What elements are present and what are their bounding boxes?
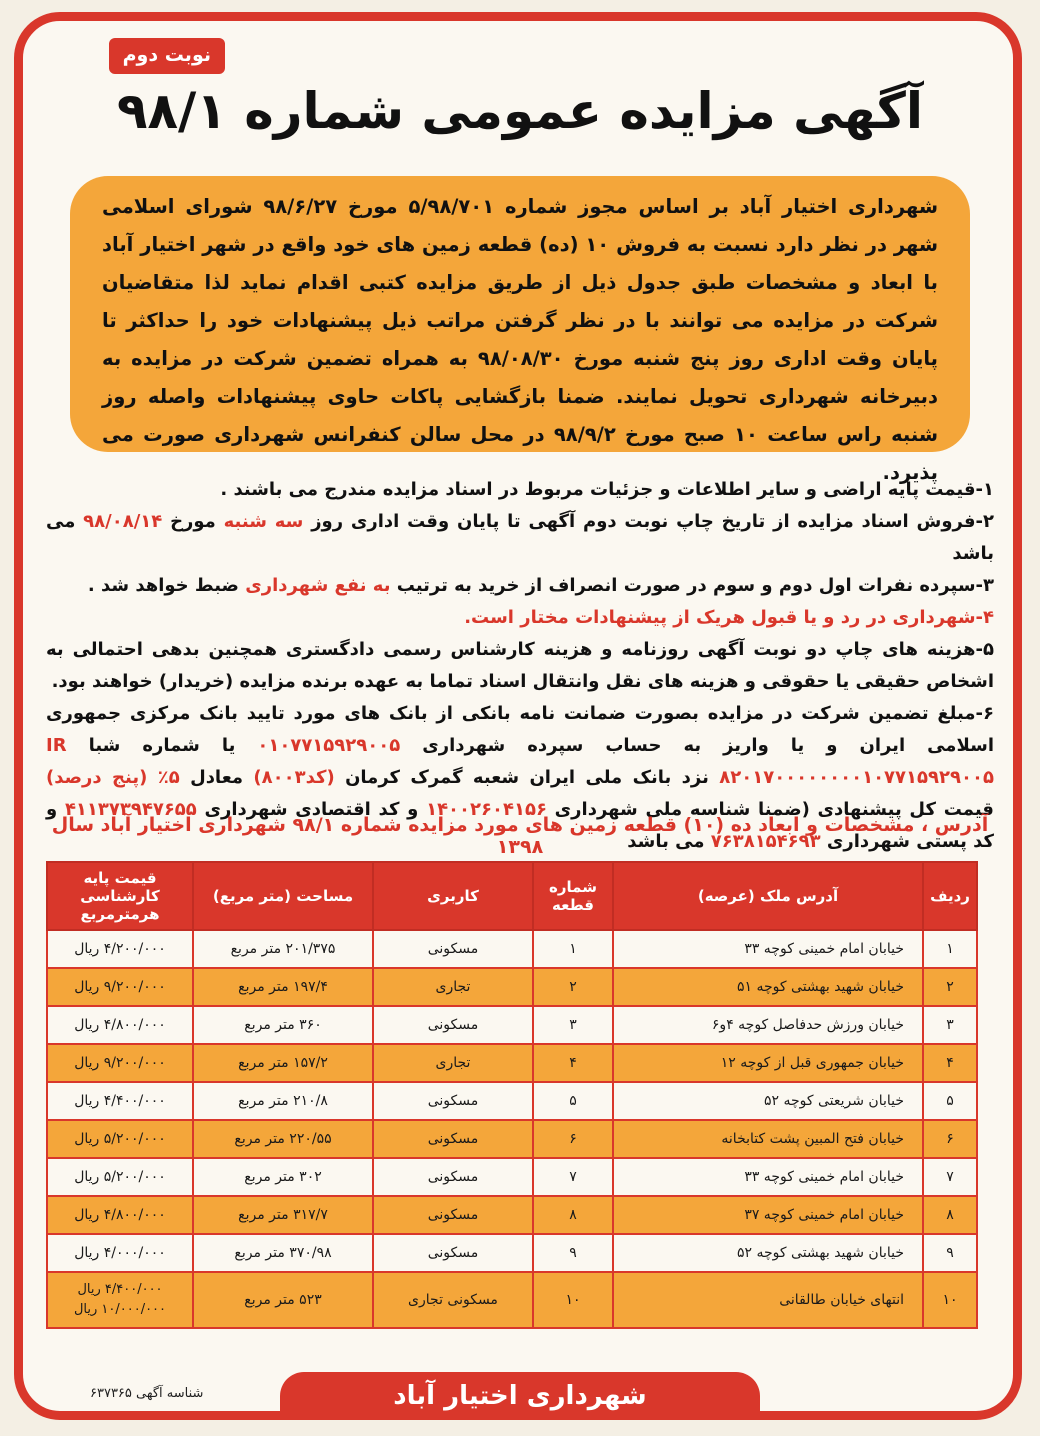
table-row: ۱ خیابان امام خمینی کوچه ۳۳ ۱ مسکونی ۲۰۱/۳۷۵ متر مربع ۴/۲۰۰/۰۰۰ ریال xyxy=(47,930,977,968)
table-row: ۳ خیابان ورزش حدفاصل کوچه ۴و۶ ۳ مسکونی ۳۶۰ متر مربع ۴/۸۰۰/۰۰۰ ریال xyxy=(47,1006,977,1044)
term-2: ۲-فروش اسناد مزایده از تاریخ چاپ نوبت دوم آگهی تا پایان وقت اداری روز سه شنبه مورخ ۹۸/۰۸/۱۴ می باشد xyxy=(46,511,995,564)
intro-paragraph: شهرداری اختیار آباد بر اساس مجوز شماره ۵/۹۸/۷۰۱ مورخ ۹۸/۶/۲۷ شورای اسلامی شهر در نظر دارد نسبت به فروش ۱۰ (ده) قطعه زمین های خود واقع در شهر اختیار آباد با ابعاد و مشخصات طبق جدول ذیل از طریق مزایده کتبی اقدام نماید لذا متقاضیان شرکت در مزایده می توانند با در نظر گرفتن مراتب ذیل پیشنهادات خود را حداکثر تا پایان وقت اداری روز پنج شنبه مورخ ۹۸/۰۸/۳۰ به همراه تضمین شرکت در مزایده به دبیرخانه شهرداری تحویل نمایند. ضمنا بازگشایی پاکات حاوی پیشنهادات واصله روز شنبه راس ساعت ۱۰ صبح مورخ ۹۸/۹/۲ در محل سالن کنفرانس شهرداری صورت می پذیرد. xyxy=(70,176,970,452)
table-row: ۴ خیابان جمهوری قبل از کوچه ۱۲ ۴ تجاری ۱۵۷/۲ متر مربع ۹/۲۰۰/۰۰۰ ریال xyxy=(47,1044,977,1082)
price-cell-double: ۴/۴۰۰/۰۰۰ ریال ۱۰/۰۰۰/۰۰۰ ریال xyxy=(47,1272,193,1328)
term-1: ۱-قیمت پایه اراضی و سایر اطلاعات و جزئیات مربوط در اسناد مزایده مندرج می باشند . xyxy=(220,479,994,500)
col-usage: کاربری xyxy=(373,862,533,930)
col-row: ردیف xyxy=(923,862,977,930)
term-3: ۳-سپرده نفرات اول دوم و سوم در صورت انصراف از خرید به ترتیب به نفع شهرداری ضبط خواهد شد . xyxy=(87,575,994,596)
col-base-price: قیمت پایه کارشناسی هرمترمربع xyxy=(47,862,193,930)
table-title: آدرس ، مشخصات و ابعاد ده (۱۰) قطعه زمین های مورد مزایده شماره ۹۸/۱ شهرداری اختیار آباد سال ۱۳۹۸ xyxy=(51,814,989,858)
table-row: ۸ خیابان امام خمینی کوچه ۳۷ ۸ مسکونی ۳۱۷/۷ متر مربع ۴/۸۰۰/۰۰۰ ریال xyxy=(47,1196,977,1234)
col-area: مساحت (متر مربع) xyxy=(193,862,373,930)
parcels-table xyxy=(46,861,978,1329)
table-row: ۹ خیابان شهید بهشتی کوچه ۵۲ ۹ مسکونی ۳۷۰/۹۸ متر مربع ۴/۰۰۰/۰۰۰ ریال xyxy=(47,1234,977,1272)
page-title: آگهی مزایده عمومی شماره ۹۸/۱ xyxy=(117,82,923,140)
col-parcel-number: شماره قطعه xyxy=(533,862,613,930)
table-row: ۶ خیابان فتح المبین پشت کتابخانه ۶ مسکونی ۲۲۰/۵۵ متر مربع ۵/۲۰۰/۰۰۰ ریال xyxy=(47,1120,977,1158)
table-row: ۷ خیابان امام خمینی کوچه ۳۳ ۷ مسکونی ۳۰۲ متر مربع ۵/۲۰۰/۰۰۰ ریال xyxy=(47,1158,977,1196)
table-header-row xyxy=(47,862,977,930)
term-4: ۴-شهرداری در رد و یا قبول هریک از پیشنهادات مختار است. xyxy=(464,607,994,628)
terms-list xyxy=(46,474,994,858)
ad-id: شناسه آگهی ۶۳۷۳۶۵ xyxy=(90,1386,204,1401)
col-address: آدرس ملک (عرصه) xyxy=(613,862,923,930)
table-row: ۵ خیابان شریعتی کوچه ۵۲ ۵ مسکونی ۲۱۰/۸ متر مربع ۴/۴۰۰/۰۰۰ ریال xyxy=(47,1082,977,1120)
table-row: ۲ خیابان شهید بهشتی کوچه ۵۱ ۲ تجاری ۱۹۷/۴ متر مربع ۹/۲۰۰/۰۰۰ ریال xyxy=(47,968,977,1006)
edition-badge: نوبت دوم xyxy=(109,38,225,74)
footer-banner: شهرداری اختیار آباد xyxy=(280,1372,760,1420)
table-row: ۱۰ انتهای خیابان طالقانی ۱۰ مسکونی تجاری ۵۲۳ متر مربع ۴/۴۰۰/۰۰۰ ریال ۱۰/۰۰۰/۰۰۰ ریال xyxy=(47,1272,977,1328)
term-6: ۶-مبلغ تضمین شرکت در مزایده بصورت ضمانت نامه بانکی از بانک های مورد تایید بانک مرکزی جمهوری اسلامی ایران و یا واریز به حساب سپرده شهرداری ۰۱۰۷۷۱۵۹۲۹۰۰۵ یا شماره شبا IR ۸۲۰۱۷۰۰۰۰۰۰۰۰۱۰۷۷۱۵۹۲۹۰۰۵ نزد بانک ملی ایران شعبه گمرک کرمان (کد۸۰۰۳) معادل ۵٪ (پنج درصد) قیمت کل پیشنهادی (ضمنا شناسه ملی شهرداری ۱۴۰۰۲۶۰۴۱۵۶ و کد اقتصادی شهرداری ۴۱۱۳۷۳۹۴۷۶۵۵ و کد پستی شهرداری ۷۶۳۸۱۵۴۶۹۳ می باشد xyxy=(46,703,994,852)
term-5: ۵-هزینه های چاپ دو نوبت آگهی روزنامه و هزینه کارشناس رسمی دادگستری همچنین بدهی احتمالی به اشخاص حقیقی یا حقوقی و هزینه های نقل وانتقال اسناد تماما به عهده برنده مزایده (خریدار) خواهند بود. xyxy=(46,639,994,692)
